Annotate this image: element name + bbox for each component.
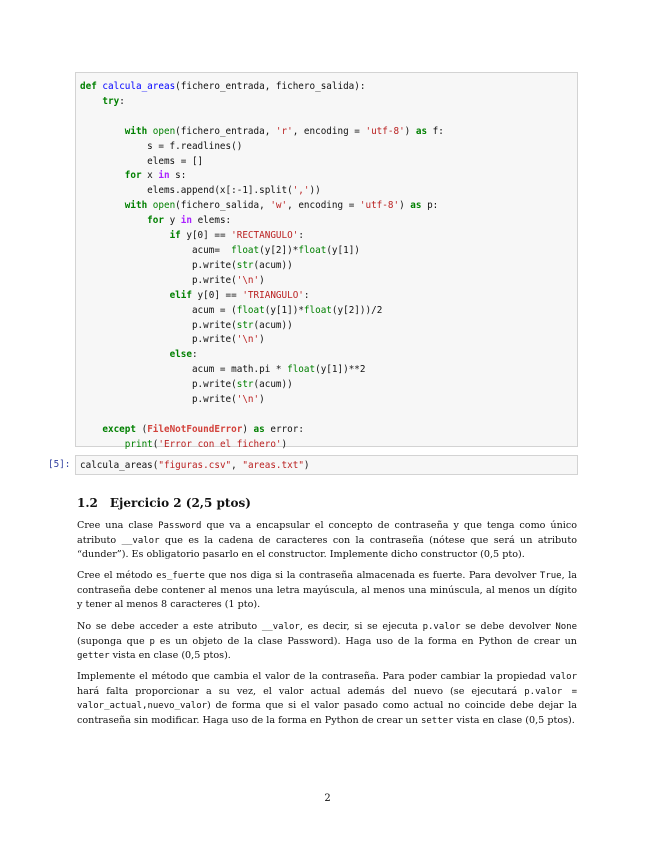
code-line: if y[0] == 'RECTANGULO': xyxy=(169,230,304,242)
code-cell-call[interactable] xyxy=(75,455,578,475)
code-line: except (FileNotFoundError) as error: xyxy=(102,423,304,435)
code-line: p.write(str(acum)) xyxy=(80,379,293,391)
code-line: acum = (float(y[1])*float(y[2]))/2 xyxy=(80,304,383,316)
inline-code: None xyxy=(555,622,577,632)
code-line: p.write('\n') xyxy=(80,394,265,406)
inline-code: __valor xyxy=(121,535,160,546)
paragraph: No se debe acceder a este atributo __valor, es decir, si se ejecuta p.valor se debe devolver None (suponga que p es un objeto de la clase Password). Haga uso de la forma en Python de crear un getter vista en clase (0,5 ptos). xyxy=(77,621,577,662)
inline-code: __valor xyxy=(261,622,300,632)
code-line: else: xyxy=(169,349,198,361)
code-line: try: xyxy=(102,95,125,107)
code-line: elems.append(x[:-1].split(',')) xyxy=(80,185,321,197)
section-title xyxy=(77,496,251,510)
code-line: elif y[0] == 'TRIANGULO': xyxy=(169,289,310,301)
section-number: 1.2 xyxy=(77,496,98,510)
section-heading: Ejercicio 2 (2,5 ptos) xyxy=(109,496,251,510)
code-line: p.write('\n') xyxy=(80,274,265,286)
inline-code: Password xyxy=(158,521,202,531)
paragraph: Cree una clase Password que va a encapsular el concepto de contraseña y que tenga como único atributo __valor que es la cadena de caracteres con la contraseña (nótese que será un atributo “dunder”). Es obligatorio pasarlo en el constructor. Implemente dicho constructor (0,5 pto). xyxy=(77,520,577,561)
code-line: with open(fichero_salida, 'w', encoding = 'utf-8') as p: xyxy=(124,200,439,212)
inline-code: es_fuerte xyxy=(156,571,205,581)
code-line: with open(fichero_entrada, 'r', encoding = 'utf-8') as f: xyxy=(124,125,444,137)
code-block xyxy=(80,459,577,474)
inline-code: valor xyxy=(549,672,577,682)
inline-code: p xyxy=(149,636,155,647)
paragraph: Implemente el método que cambia el valor de la contraseña. Para poder cambiar la propiedad valor hará falta proporcionar a su vez, el valor actual además del nuevo (se ejecutará p.valor = valor_actual,nuevo_valor) de forma que si el valor pasado como actual no coincide debe dejar la contraseña sin modificar. Haga uso de la forma en Python de crear un setter vista en clase (0,5 ptos). xyxy=(77,671,577,727)
code-line: p.write(str(acum)) xyxy=(80,259,293,271)
inline-code: p.valor xyxy=(422,622,461,632)
code-line: calcula_areas("figuras.csv", "areas.txt") xyxy=(80,460,310,471)
code-line: acum = math.pi * float(y[1])**2 xyxy=(80,364,366,376)
page-number: 2 xyxy=(324,793,331,804)
inline-code: getter xyxy=(77,651,110,662)
inline-code: setter xyxy=(420,716,454,727)
paragraph: Cree el método es_fuerte que nos diga si la contraseña almacenada es fuerte. Para devolver True, la contraseña debe contener al menos una letra mayúscula, al menos una minúscula, al menos un dígito y tener al menos 8 caracteres (1 pto). xyxy=(77,570,578,611)
code-line: for x in s: xyxy=(124,170,187,182)
inline-code: True xyxy=(539,571,562,581)
code-block xyxy=(80,80,577,453)
inline-code: p.valor = valor_actual,nuevo_valor xyxy=(77,686,577,712)
code-line: p.write(str(acum)) xyxy=(80,319,293,331)
code-line: p.write('\n') xyxy=(80,334,265,346)
code-line: elems = [] xyxy=(80,155,204,167)
cell-prompt: [5]: xyxy=(48,459,71,470)
code-cell-calcula-areas[interactable] xyxy=(75,72,578,450)
code-line: s = f.readlines() xyxy=(80,140,243,152)
code-line: print('Error con el fichero') xyxy=(124,438,288,450)
code-line: for y in elems: xyxy=(147,215,232,227)
code-line: acum= float(y[2])*float(y[1]) xyxy=(80,244,360,256)
code-line: def calcula_areas(fichero_entrada, fichero_salida): xyxy=(80,81,366,92)
